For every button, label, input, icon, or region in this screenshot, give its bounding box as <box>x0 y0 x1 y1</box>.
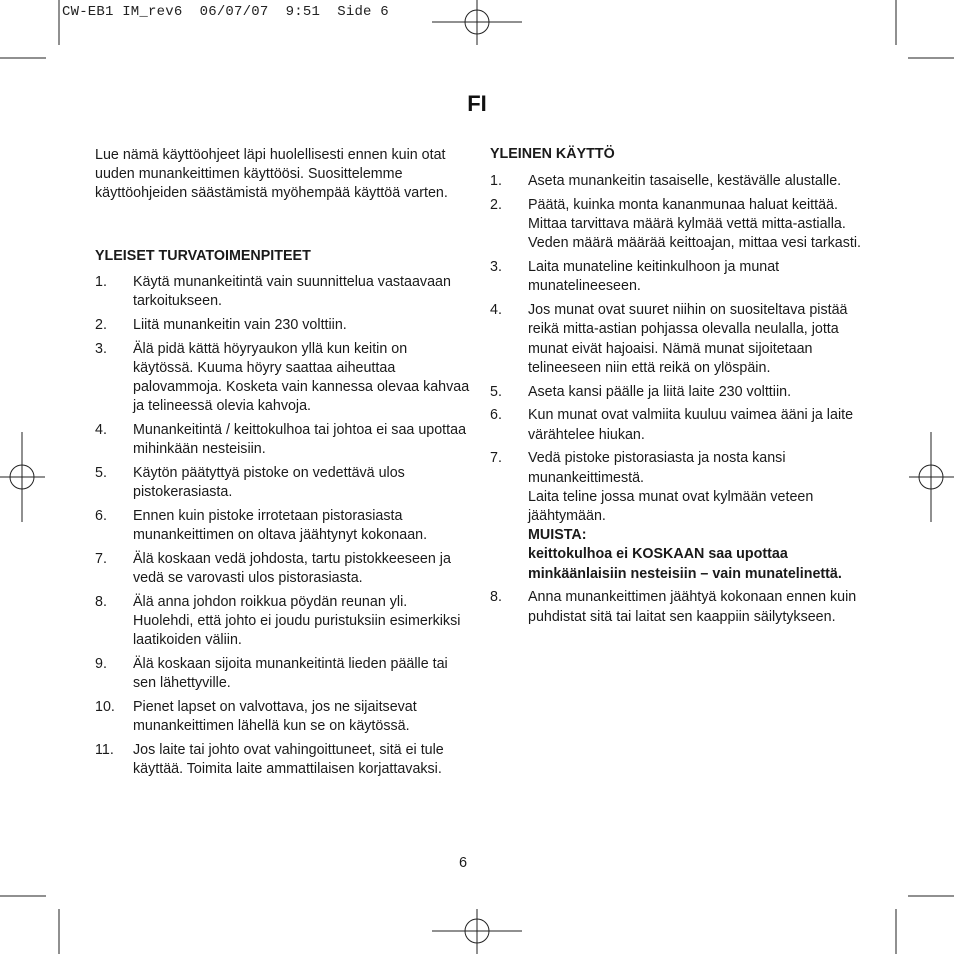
usage-item <box>490 449 865 583</box>
left-column <box>95 146 470 784</box>
item-text: Aseta kansi päälle ja liitä laite 230 volttiin. <box>528 383 792 400</box>
safety-item <box>95 316 470 335</box>
item-number: 4. <box>95 422 107 439</box>
item-text: Munankeitintä / keittokulhoa tai johtoa ei saa upottaa mihinkään nesteisiin. <box>133 422 467 458</box>
item-number: 8. <box>490 589 502 606</box>
safety-item <box>95 340 470 417</box>
item-text: Käytä munankeitintä vain suunnittelua vastaavaan tarkoitukseen. <box>133 273 451 310</box>
registration-mark-left <box>0 432 45 522</box>
item-text: Älä koskaan vedä johdosta, tartu pistokkeeseen ja vedä se varovasti ulos pistorasiasta. <box>133 551 451 587</box>
item-number: 6. <box>490 407 502 424</box>
safety-item <box>95 421 470 459</box>
item-number: 1. <box>490 173 502 190</box>
item-number: 5. <box>95 465 107 482</box>
safety-item <box>95 550 470 588</box>
item-number: 2. <box>95 316 107 333</box>
language-code: FI <box>467 91 487 116</box>
usage-item <box>490 258 865 296</box>
safety-item <box>95 741 470 779</box>
item-text: Älä koskaan sijoita munankeitintä lieden päälle tai sen lähettyville. <box>133 656 448 692</box>
note-label: MUISTA: <box>528 527 587 544</box>
usage-item <box>490 196 865 254</box>
note-text: keittokulhoa ei KOSKAAN saa upottaa minkäänlaisiin nesteisiin – vain munatelinettä. <box>528 546 842 582</box>
item-number: 3. <box>490 259 502 276</box>
item-number: 7. <box>490 450 502 467</box>
item-text: Ennen kuin pistoke irrotetaan pistorasiasta munankeittimen on oltava jäähtynyt kokonaan. <box>133 508 428 544</box>
printer-slug-line: CW-EB1 IM_rev6 06/07/07 9:51 Side 6 <box>62 4 389 20</box>
safety-item <box>95 655 470 693</box>
usage-item <box>490 383 865 402</box>
item-text: Älä anna johdon roikkua pöydän reunan yli. Huolehdi, että johto ei joudu puristuksiin esimerkiksi laatikoiden väliin. <box>133 594 461 649</box>
safety-item <box>95 464 470 502</box>
item-number: 6. <box>95 508 107 525</box>
item-text: Anna munankeittimen jäähtyä kokonaan ennen kuin puhdistat sitä tai laitat sen kaappiin säilytykseen. <box>528 589 857 625</box>
intro-paragraph: Lue nämä käyttöohjeet läpi huolellisesti ennen kuin otat uuden munankeittimen käyttöösi. Suosittelemme käyttöohjeiden säästämistä myöhempää käyttöä varten. <box>95 147 448 202</box>
item-text: Liitä munankeitin vain 230 volttiin. <box>133 316 347 333</box>
item-text: Jos laite tai johto ovat vahingoittuneet, sitä ei tule käyttää. Toimita laite ammattilaisen korjattavaksi. <box>133 742 444 778</box>
item-text: Vedä pistoke pistorasiasta ja nosta kansi munankeittimestä. <box>528 450 786 486</box>
item-number: 5. <box>490 383 502 400</box>
item-text: Jos munat ovat suuret niihin on suositeltava pistää reikä mitta-astian pohjassa olevalla neulalla, jotta munat eivät hajoaisi. Nämä munat sijoitetaan telineeseen niin että reikä on ylöspäin. <box>528 302 848 376</box>
item-text-continued: Laita teline jossa munat ovat kylmään veteen jäähtymään. <box>528 488 814 525</box>
right-column <box>490 145 865 631</box>
safety-item <box>95 273 470 311</box>
item-text: Kun munat ovat valmiita kuuluu vaimea ääni ja laite värähtelee hiukan. <box>528 407 854 443</box>
item-number: 10. <box>95 699 115 716</box>
item-number: 1. <box>95 273 107 290</box>
item-text: Aseta munankeitin tasaiselle, kestävälle alustalle. <box>528 173 842 190</box>
item-text: Älä pidä kättä höyryaukon yllä kun keitin on käytössä. Kuuma höyry saattaa aiheuttaa palovammoja. Kosketa vain kannessa olevaa kahvaa ja telineessä olevia kahvoja. <box>133 340 470 415</box>
registration-mark-right <box>909 432 954 522</box>
usage-heading: YLEINEN KÄYTTÖ <box>490 146 615 162</box>
safety-item <box>95 698 470 736</box>
registration-mark-top <box>432 0 522 45</box>
item-number: 8. <box>95 594 107 611</box>
item-number: 2. <box>490 197 502 213</box>
item-number: 4. <box>490 302 502 319</box>
safety-list <box>95 273 470 780</box>
item-text: Päätä, kuinka monta kananmunaa haluat keittää. Mittaa tarvittava määrä kylmää vettä mitta-astialla. Veden määrä määrää keittoajan, mittaa vesi tarkasti. <box>528 197 861 252</box>
registration-mark-bottom <box>432 909 522 954</box>
usage-item <box>490 172 865 191</box>
safety-item <box>95 507 470 545</box>
item-number: 3. <box>95 340 107 357</box>
usage-list <box>490 172 865 627</box>
item-text: Pienet lapset on valvottava, jos ne sijaitsevat munankeittimen lähellä kun se on käytössä. <box>133 699 417 735</box>
safety-item <box>95 593 470 651</box>
item-number: 9. <box>95 656 107 673</box>
item-number: 7. <box>95 551 107 568</box>
usage-item <box>490 301 865 378</box>
page-number: 6 <box>459 855 468 871</box>
safety-heading: YLEISET TURVATOIMENPITEET <box>95 247 311 264</box>
item-number: 11. <box>95 742 114 759</box>
usage-item <box>490 406 865 444</box>
usage-item <box>490 588 865 626</box>
item-text: Käytön päätyttyä pistoke on vedettävä ulos pistokerasiasta. <box>133 465 405 501</box>
item-text: Laita munateline keitinkulhoon ja munat munatelineeseen. <box>528 259 780 295</box>
